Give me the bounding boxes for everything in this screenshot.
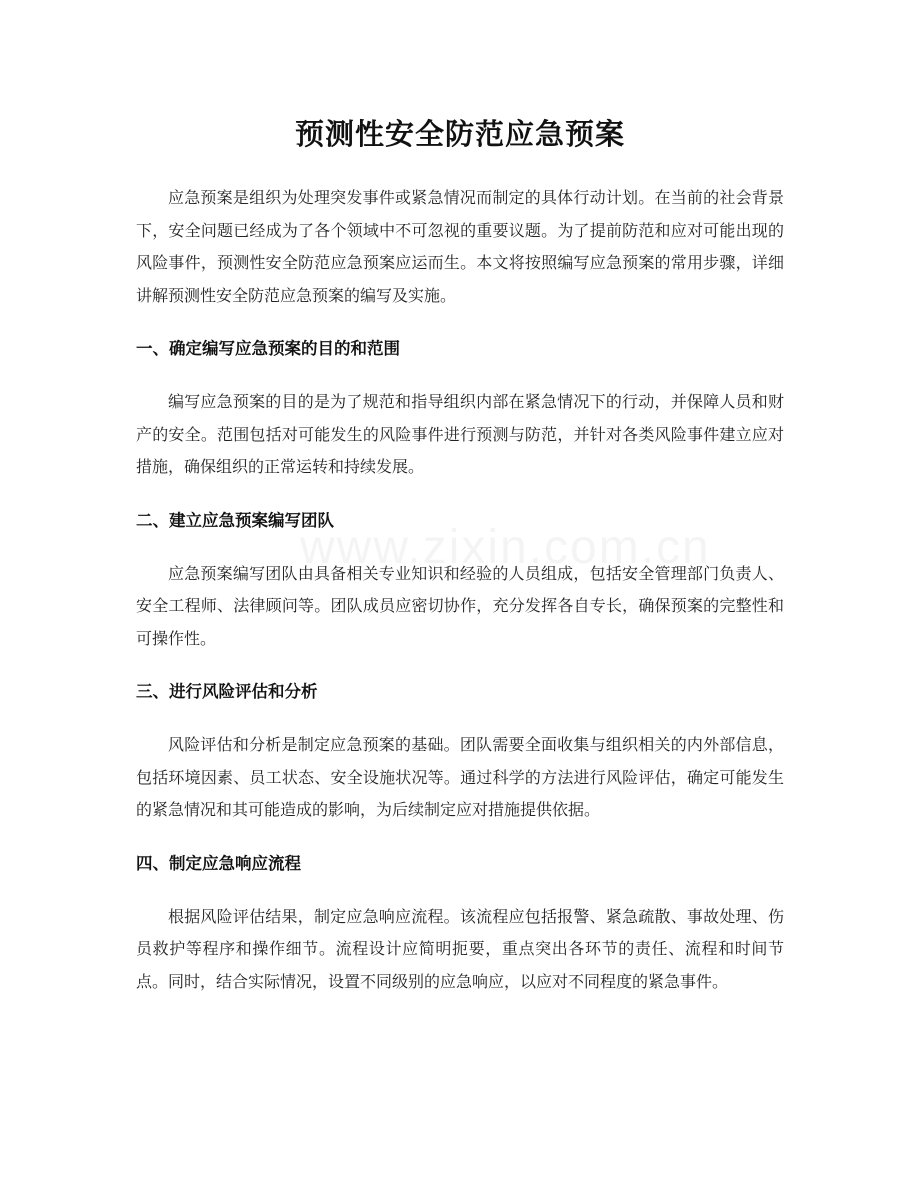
section-body-4: 根据风险评估结果，制定应急响应流程。该流程应包括报警、紧急疏散、事故处理、伤员救护等程序和操作细节。流程设计应简明扼要，重点突出各环节的责任、流程和时间节点。同时，结合实际情况，设置不同级别的应急响应，以应对不同程度的紧急事件。 bbox=[136, 906, 784, 991]
section-body-3: 风险评估和分析是制定应急预案的基础。团队需要全面收集与组织相关的内外部信息，包括环境因素、员工状态、安全设施状况等。通过科学的方法进行风险评估，确定可能发生的紧急情况和其可能造成的影响，为后续制定应对措施提供依据。 bbox=[136, 735, 784, 819]
section-body-2: 应急预案编写团队由具备相关专业知识和经验的人员组成，包括安全管理部门负责人、安全工程师、法律顾问等。团队成员应密切协作，充分发挥各自专长，确保预案的完整性和可操作性。 bbox=[136, 563, 784, 648]
section-heading-4: 四、制定应急响应流程 bbox=[136, 853, 301, 873]
section-heading-1: 一、确定编写应急预案的目的和范围 bbox=[136, 339, 400, 358]
section-heading-3: 三、进行风险评估和分析 bbox=[136, 682, 318, 701]
intro-paragraph: 应急预案是组织为处理突发事件或紧急情况而制定的具体行动计划。在当前的社会背景下，安全问题已经成为了各个领域中不可忽视的重要议题。为了提前防范和应对可能出现的风险事件，预测性安全防范应急预案应运而生。本文将按照编写应急预案的常用步骤，详细讲解预测性安全防范应急预案的编写及实施。 bbox=[136, 188, 784, 305]
document-title: 预测性安全防范应急预案 bbox=[294, 117, 625, 151]
section-body-1: 编写应急预案的目的是为了规范和指导组织内部在紧急情况下的行动，并保障人员和财产的安全。范围包括对可能发生的风险事件进行预测与防范，并针对各类风险事件建立应对措施，确保组织的正常运转和持续发展。 bbox=[136, 392, 784, 476]
section-heading-2: 二、建立应急预案编写团队 bbox=[136, 510, 334, 530]
